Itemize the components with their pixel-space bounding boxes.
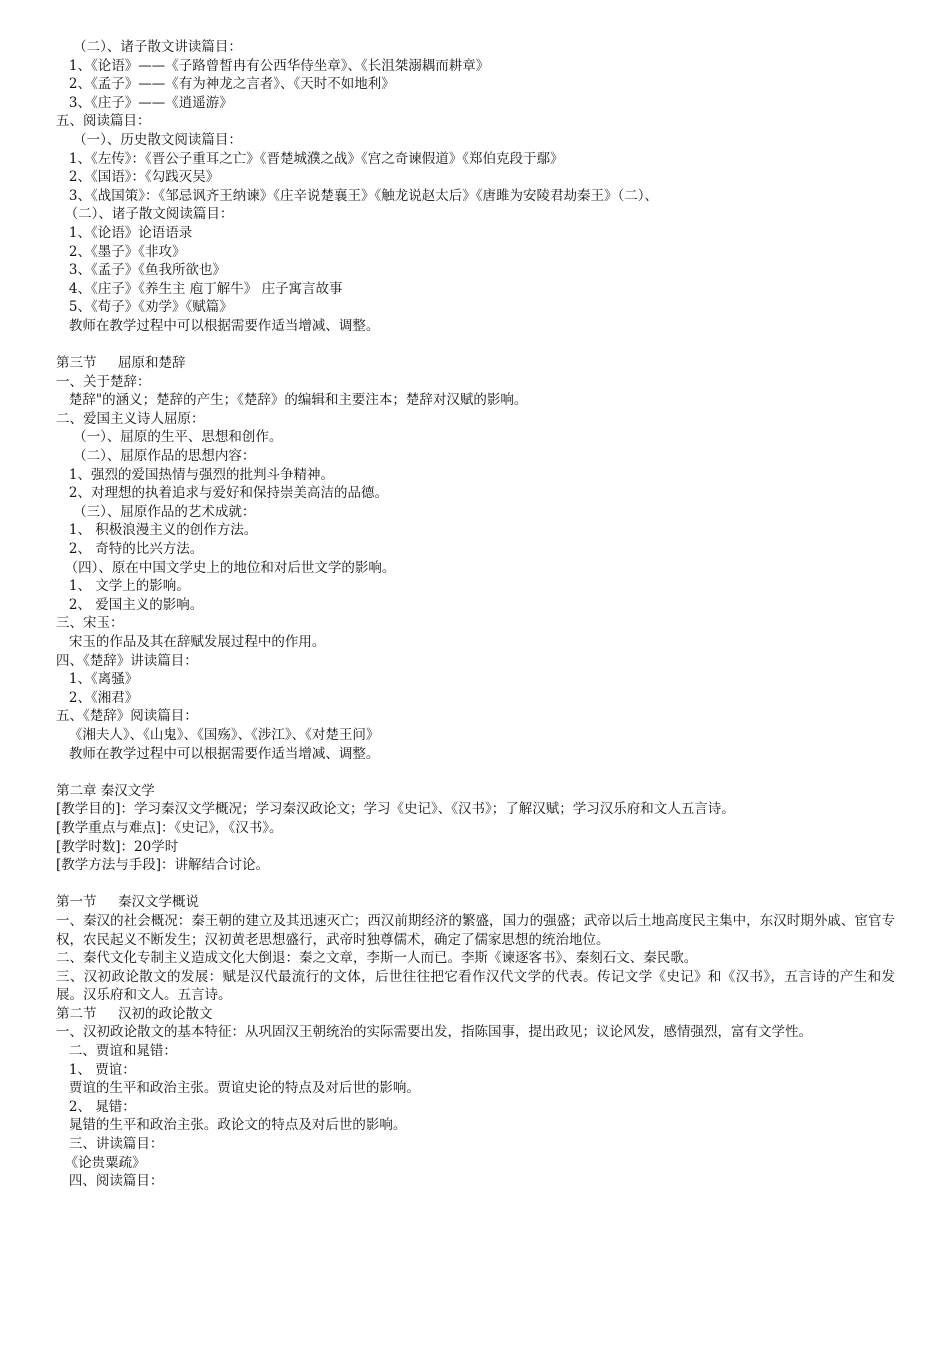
text-line: 四、阅读篇目： [56, 1173, 164, 1190]
text-line: 2、《孟子》——《有为神龙之言者》、《天时不如地利》 [56, 76, 395, 93]
text-line: 《湘夫人》、《山鬼》、《国殇》、《涉江》、《对楚王问》 [56, 726, 380, 743]
text-line: 2、《湘君》 [56, 689, 139, 706]
text-line: （二）、屈原作品的思想内容： [56, 448, 256, 465]
section-title: 第一节 秦汉文学概说 [56, 894, 199, 911]
chapter-qinhan-header [56, 782, 895, 875]
text-line: 1、《离骚》 [56, 671, 139, 688]
text-line: 三、宋玉： [56, 615, 124, 632]
spacer [56, 336, 895, 355]
text-line: 五、《楚辞》阅读篇目： [56, 708, 198, 725]
text-line: 一、关于楚辞： [56, 373, 151, 390]
text-line: 2、 爱国主义的影响。 [56, 596, 204, 613]
text-line: （三）、屈原作品的艺术成就： [56, 503, 256, 520]
text-line: 5、《荀子》《劝学》《赋篇》 [56, 299, 233, 316]
text-line: 2、 晁错： [56, 1098, 136, 1115]
section-quyuan-chuci [56, 354, 895, 763]
teaching-method: [教学方法与手段]：讲解结合讨论。 [56, 857, 270, 874]
text-line: 2、对理想的执着追求与爱好和保持崇美高洁的品德。 [56, 485, 388, 502]
teaching-hours: [教学时数]：20学时 [56, 838, 179, 855]
teaching-goal: [教学目的]：学习秦汉文学概况；学习秦汉政论文；学习《史记》、《汉书》；了解汉赋；学习汉乐府和文人五言诗。 [56, 801, 735, 818]
text-line: 3、《孟子》《鱼我所欲也》 [56, 262, 226, 279]
text-line: （四）、原在中国文学史上的地位和对后世文学的影响。 [56, 559, 396, 576]
text-line: 贾谊的生平和政治主张。贾谊史论的特点及对后世的影响。 [56, 1080, 420, 1097]
text-line: 《论贵粟疏》 [56, 1154, 146, 1171]
text-line: （二）、诸子散文讲读篇目： [56, 39, 242, 55]
teaching-focus: [教学重点与难点]：《史记》，《汉书》。 [56, 819, 283, 836]
paragraph: 三、汉初政论散文的发展：赋是汉代最流行的文体，后世往往把它看作汉代文学的代表。传记文学《史记》和《汉书》，五言诗的产生和发展。汉乐府和文人。五言诗。 [56, 968, 895, 1004]
spacer [56, 763, 895, 782]
text-line: 教师在教学过程中可以根据需要作适当增减、调整。 [56, 745, 380, 762]
text-line: 3、《庄子》——《逍遥游》 [56, 94, 233, 111]
text-line: 楚辞"的涵义；楚辞的产生；《楚辞》的编辑和主要注本；楚辞对汉赋的影响。 [56, 392, 528, 409]
text-line: 二、爱国主义诗人屈原： [56, 410, 205, 427]
section-title: 第三节 屈原和楚辞 [56, 355, 186, 372]
text-line: 1、《左传》：《晋公子重耳之亡》《晋楚城濮之战》《宫之奇谏假道》《郑伯克段于鄢》 [56, 150, 564, 167]
section-zhuzi-reading-list [56, 38, 895, 336]
section-title: 第二节 汉初的政论散文 [56, 1005, 213, 1022]
paragraph: 一、汉初政论散文的基本特征：从巩固汉王朝统治的实际需要出发，指陈国事，提出政见；议论风发，感情强烈，富有文学性。 [56, 1024, 812, 1041]
section-heading: 五、阅读篇目： [56, 113, 151, 130]
text-line: 二、贾谊和晁错： [56, 1043, 177, 1060]
text-line: 4、《庄子》《养生主 庖丁解牛》 庄子寓言故事 [56, 280, 343, 297]
text-line: （一）、屈原的生平、思想和创作。 [56, 429, 283, 446]
text-line: （一）、历史散文阅读篇目： [56, 131, 242, 148]
text-line: 1、《论语》——《子路曾皙冉有公西华侍坐章》、《长沮桀溺耦而耕章》 [56, 57, 490, 74]
text-line: 1、《论语》论语语录 [56, 224, 193, 241]
text-line: 三、讲读篇目： [56, 1136, 164, 1153]
text-line: 2、《国语》：《勾践灭吴》 [56, 169, 220, 186]
text-line: 1、 积极浪漫主义的创作方法。 [56, 522, 258, 539]
text-line: 2、《墨子》《非攻》 [56, 243, 186, 260]
section-qinhan-overview [56, 893, 895, 1191]
text-line: 2、 奇特的比兴方法。 [56, 541, 204, 558]
text-line: 1、 贾谊： [56, 1061, 136, 1078]
paragraph: 二、秦代文化专制主义造成文化大倒退：秦之文章，李斯一人而已。李斯《谏逐客书》、秦刻石文、秦民歌。 [56, 950, 698, 967]
text-line: 1、 文学上的影响。 [56, 578, 190, 595]
text-line: 晁错的生平和政治主张。政论文的特点及对后世的影响。 [56, 1117, 407, 1134]
text-line: 1、强烈的爱国热情与强烈的批判斗争精神。 [56, 466, 334, 483]
spacer [56, 875, 895, 894]
chapter-title: 第二章 秦汉文学 [56, 782, 155, 799]
text-line: 四、《楚辞》讲读篇目： [56, 652, 198, 669]
paragraph: 一、秦汉的社会概况：秦王朝的建立及其迅速灭亡；西汉前期经济的繁盛，国力的强盛；武帝以后土地高度民主集中，东汉时期外戚、宦官专权，农民起义不断发生；汉初黄老思想盛行，武帝时独尊儒术，确定了儒家思想的统治地位。 [56, 912, 895, 948]
text-line: （二）、诸子散文阅读篇目： [56, 206, 234, 223]
text-line: 3、《战国策》：《邹忌讽齐王纳谏》《庄辛说楚襄王》《触龙说赵太后》《唐雎为安陵君劫秦王》（二）、 [56, 187, 658, 204]
text-line: 教师在教学过程中可以根据需要作适当增减、调整。 [56, 317, 380, 334]
text-line: 宋玉的作品及其在辞赋发展过程中的作用。 [56, 634, 326, 650]
